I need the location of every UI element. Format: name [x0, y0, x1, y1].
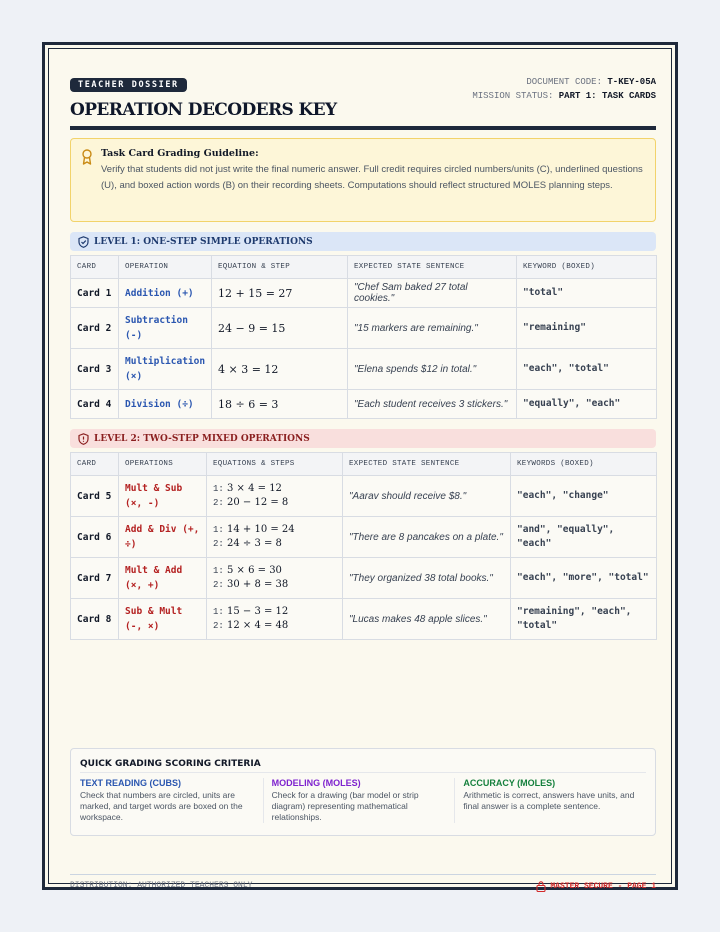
step-label: 1:	[213, 525, 224, 535]
criteria-heading: ACCURACY (MOLES)	[463, 778, 556, 788]
keyword: "each", "more", "total"	[511, 558, 657, 599]
page-frame	[42, 42, 678, 890]
criteria-text: Check for a drawing (bar model or strip diagram) representing mathematical relationships.	[271, 790, 419, 822]
page-inner-frame	[48, 48, 672, 891]
column-header: KEYWORDS (BOXED)	[511, 453, 657, 476]
criteria-columns	[80, 778, 646, 823]
column-header: KEYWORD (BOXED)	[517, 256, 657, 279]
step-label: 2:	[213, 498, 224, 508]
criteria-heading: TEXT READING (CUBS)	[80, 778, 181, 788]
criteria-heading: MODELING (MOLES)	[271, 778, 361, 788]
keyword: "and", "equally", "each"	[511, 517, 657, 558]
operation: Add & Div (+, ÷)	[119, 517, 207, 558]
level2-table	[70, 452, 657, 640]
column-header: EXPECTED STATE SENTENCE	[348, 256, 517, 279]
level1-table	[70, 255, 657, 419]
equation: 3 × 4 = 12	[227, 483, 282, 494]
table-row	[71, 558, 657, 599]
expected-sentence: "Each student receives 3 stickers."	[348, 390, 517, 419]
level1-title: LEVEL 1: ONE-STEP SIMPLE OPERATIONS	[94, 236, 313, 247]
guideline-text: Verify that students did not just write the final numeric answer. Full credit requires circled numbers/units (C), underlined questions (U), and boxed action words (B) on their recording sheets. Computations should reflect structured MOLES planning steps.	[101, 164, 643, 191]
criteria-column	[454, 778, 646, 823]
secure-text: MASTER SECURE - PAGE 1	[550, 882, 656, 891]
card-number: Card 6	[71, 517, 119, 558]
criteria-text: Check that numbers are circled, units are marked, and target words are boxed on the workspace.	[80, 790, 243, 822]
operation: Subtraction (-)	[119, 308, 212, 349]
distribution-note: DISTRIBUTION: AUTHORIZED TEACHERS ONLY	[70, 881, 253, 890]
card-number: Card 1	[71, 279, 119, 308]
keyword: "remaining", "each", "total"	[511, 599, 657, 640]
keyword: "equally", "each"	[517, 390, 657, 419]
criteria-column	[80, 778, 263, 823]
table-row	[71, 308, 657, 349]
table-row	[71, 599, 657, 640]
equation: 14 + 10 = 24	[227, 524, 295, 535]
criteria-title: QUICK GRADING SCORING CRITERIA	[80, 759, 646, 773]
operation: Division (÷)	[119, 390, 212, 419]
page-content	[70, 74, 656, 891]
equation: 24 − 9 = 15	[212, 308, 348, 349]
equation: 15 − 3 = 12	[227, 606, 289, 617]
step-label: 2:	[213, 621, 224, 631]
expected-sentence: "They organized 38 total books."	[343, 558, 511, 599]
page-title: OPERATION DECODERS KEY	[70, 100, 337, 120]
column-header: OPERATIONS	[119, 453, 207, 476]
keyword: "each", "change"	[511, 476, 657, 517]
criteria-text: Arithmetic is correct, answers have units, and final answer is a complete sentence.	[463, 790, 635, 811]
card-number: Card 4	[71, 390, 119, 419]
guideline-title: Task Card Grading Guideline:	[101, 148, 259, 159]
doc-meta	[472, 75, 656, 103]
shield-check-icon	[78, 236, 89, 248]
card-number: Card 3	[71, 349, 119, 390]
card-number: Card 5	[71, 476, 119, 517]
expected-sentence: "Elena spends $12 in total."	[348, 349, 517, 390]
keyword: "remaining"	[517, 308, 657, 349]
step-label: 2:	[213, 539, 224, 549]
criteria-column	[263, 778, 455, 823]
scoring-criteria	[70, 748, 656, 836]
expected-sentence: "There are 8 pancakes on a plate."	[343, 517, 511, 558]
equation: 12 + 15 = 27	[212, 279, 348, 308]
table-row	[71, 476, 657, 517]
shield-alert-icon	[78, 433, 89, 445]
lock-icon	[536, 881, 546, 892]
operation: Sub & Mult (-, ×)	[119, 599, 207, 640]
equation-steps	[207, 558, 343, 599]
step-label: 2:	[213, 580, 224, 590]
header	[70, 74, 656, 130]
column-header: CARD	[71, 256, 119, 279]
expected-sentence: "Aarav should receive $8."	[343, 476, 511, 517]
column-header: EXPECTED STATE SENTENCE	[343, 453, 511, 476]
equation-steps	[207, 476, 343, 517]
keyword: "total"	[517, 279, 657, 308]
table-row	[71, 390, 657, 419]
medal-icon	[81, 149, 93, 165]
equation: 30 + 8 = 38	[227, 579, 289, 590]
card-number: Card 2	[71, 308, 119, 349]
card-number: Card 7	[71, 558, 119, 599]
column-header: EQUATIONS & STEPS	[207, 453, 343, 476]
table-row	[71, 349, 657, 390]
table-row	[71, 517, 657, 558]
title-rule	[70, 126, 656, 130]
level1-banner	[70, 232, 656, 251]
expected-sentence: "Chef Sam baked 27 total cookies."	[348, 279, 517, 308]
equation: 4 × 3 = 12	[212, 349, 348, 390]
operation: Mult & Add (×, +)	[119, 558, 207, 599]
operation: Addition (+)	[119, 279, 212, 308]
table-row	[71, 279, 657, 308]
equation: 12 × 4 = 48	[227, 620, 289, 631]
card-number: Card 8	[71, 599, 119, 640]
step-label: 1:	[213, 607, 224, 617]
equation: 24 ÷ 3 = 8	[227, 538, 282, 549]
level2-banner	[70, 429, 656, 448]
step-label: 1:	[213, 566, 224, 576]
mission-label: MISSION STATUS:	[472, 91, 554, 101]
level2-title: LEVEL 2: TWO-STEP MIXED OPERATIONS	[94, 433, 310, 444]
equation-steps	[207, 599, 343, 640]
equation: 5 × 6 = 30	[227, 565, 282, 576]
equation: 20 − 12 = 8	[227, 497, 289, 508]
page-footer	[70, 874, 656, 892]
dossier-badge: TEACHER DOSSIER	[70, 78, 187, 92]
column-header: EQUATION & STEP	[212, 256, 348, 279]
column-header: OPERATION	[119, 256, 212, 279]
doc-code-label: DOCUMENT CODE:	[526, 77, 602, 87]
mission-status: PART 1: TASK CARDS	[558, 91, 656, 101]
equation: 18 ÷ 6 = 3	[212, 390, 348, 419]
step-label: 1:	[213, 484, 224, 494]
expected-sentence: "Lucas makes 48 apple slices."	[343, 599, 511, 640]
operation: Multiplication (×)	[119, 349, 212, 390]
operation: Mult & Sub (×, -)	[119, 476, 207, 517]
column-header: CARD	[71, 453, 119, 476]
equation-steps	[207, 517, 343, 558]
doc-code: T-KEY-05A	[607, 77, 656, 87]
expected-sentence: "15 markers are remaining."	[348, 308, 517, 349]
guideline-box	[70, 138, 656, 222]
keyword: "each", "total"	[517, 349, 657, 390]
secure-label	[536, 881, 656, 892]
